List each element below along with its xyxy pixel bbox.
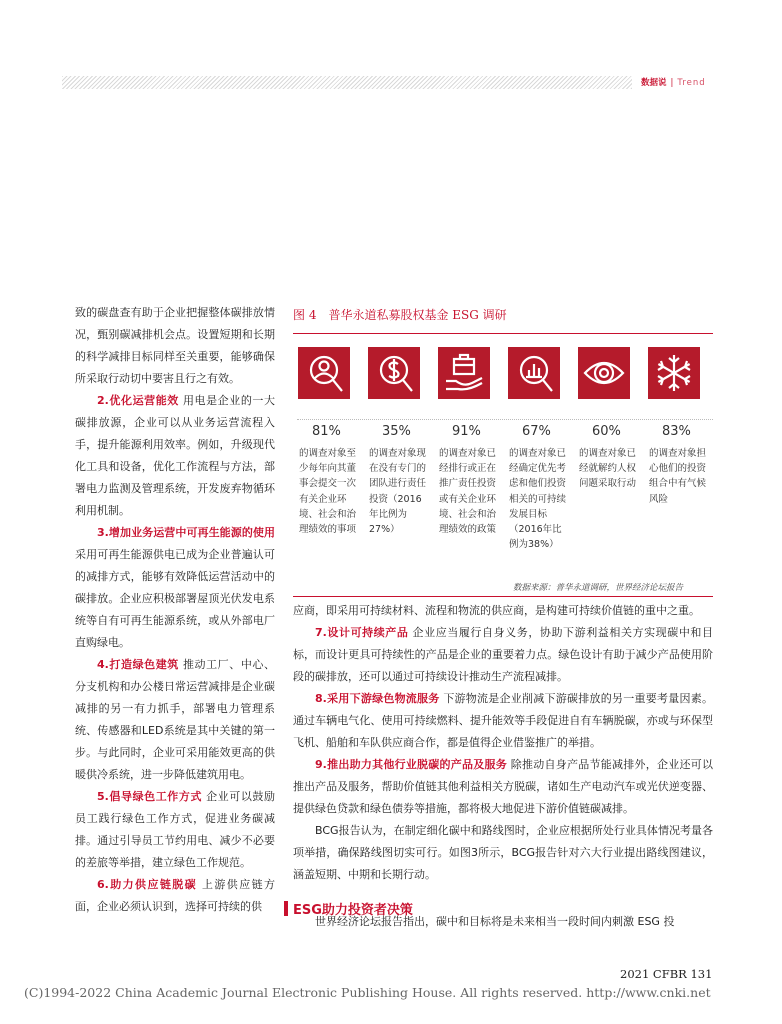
- figure-top-rule: [293, 333, 713, 334]
- item-heading: 5.倡导绿色工作方式: [97, 790, 203, 803]
- stat-percent: 91%: [452, 424, 481, 439]
- header-separator: |: [670, 78, 674, 88]
- item-heading: 2.优化运营能效: [97, 394, 179, 407]
- snowflake-icon: [648, 347, 700, 399]
- paragraph: 8.采用下游绿色物流服务 下游物流是企业削减下游碳排放的另一重要考量因素。通过车辆电气化、使用可持续燃料、提升能效等手段促进自有车辆脱碳，亦或与环保型飞机、船舶和车队供应商合作，都是值得企业借鉴推广的举措。: [293, 692, 713, 749]
- stat-description: 的调查对象已经就解约人权问题采取行动: [579, 448, 637, 490]
- paragraph: 4.打造绿色建筑 推动工厂、中心、分支机构和办公楼日常运营减排是企业碳减排的另一有力抓手，部署电力管理系统、传感器和LED系统是其中关键的第一步。与此同时，企业可采用能效更高的供暖供冷系统，进一步降低建筑用电。: [75, 658, 275, 781]
- dollar-search-icon: [368, 347, 420, 399]
- figure-title: 图 4 普华永道私募股权基金 ESG 调研: [293, 308, 507, 322]
- page-number: 2021 CFBR 131: [620, 967, 713, 981]
- item-heading: 7.设计可持续产品: [315, 626, 409, 639]
- stat-percent: 83%: [662, 424, 691, 439]
- paragraph: 9.推出助力其他行业脱碳的产品及服务 除推动自身产品节能减排外，企业还可以推出产品及服务，帮助价值链其他利益相关方脱碳，诸如生产电动汽车或光伏逆变器、提供绿色贷款和绿色债券等措施，都将极大地促进下游价值链碳减排。: [293, 758, 714, 815]
- person-search-icon: [298, 347, 350, 399]
- header-label: 数据说: [641, 78, 667, 88]
- header-pattern-band: [62, 76, 632, 89]
- briefcase-hand-icon: [438, 347, 490, 399]
- stat-description: 的调查对象已经排行或正在推广责任投资或有关企业环境、社会和治理绩效的政策: [439, 448, 497, 536]
- paragraph: 7.设计可持续产品 企业应当履行自身义务，协助下游利益相关方实现碳中和目标，而设计更具可持续性的产品是企业的重要着力点。绿色设计有助于减少产品使用阶段的碳排放，还可以通过可持续设计推动生产流程减排。: [293, 626, 713, 683]
- paragraph: 6.助力供应链脱碳 上游供应链方面，企业必须认识到，选择可持续的供: [75, 878, 276, 913]
- paragraph: 应商，即采用可持续材料、流程和物流的供应商，是构建可持续价值链的重中之重。: [293, 604, 700, 617]
- item-heading: 8.采用下游绿色物流服务: [315, 692, 440, 705]
- stat-description: 的调查对象至少每年向其董事会提交一次有关企业环境、社会和治理绩效的事项: [299, 448, 357, 536]
- stat-percent: 67%: [522, 424, 551, 439]
- figure-bottom-rule: [293, 596, 713, 597]
- paragraph: 2.优化运营能效 用电是企业的一大碳排放源，企业可以从业务运营流程入手，提升能源利用效率。例如，升级现代化工具和设备，优化工作流程与方法，部署电力监测及管理系统，开发废弃物循环利用机制。: [75, 394, 275, 517]
- section-title: ESG助力投资者决策: [293, 903, 413, 918]
- chart-search-icon: [508, 347, 560, 399]
- left-column: [75, 302, 275, 918]
- section-body: 世界经济论坛报告指出，碳中和目标将是未来相当一段时间内刺激 ESG 投: [315, 915, 675, 928]
- section-header: [641, 76, 706, 88]
- paragraph: BCG报告认为，在制定细化碳中和路线图时，企业应根据所处行业具体情况考量各项举措，确保路线图切实可行。如图3所示，BCG报告针对六大行业提出路线图建议，涵盖短期、中期和长期行动。: [293, 824, 713, 881]
- header-label-en: Trend: [677, 78, 706, 88]
- figure-divider: [297, 419, 713, 420]
- stat-percent: 81%: [312, 424, 341, 439]
- stat-percent: 60%: [592, 424, 621, 439]
- copyright-footer: (C)1994-2022 China Academic Journal Electronic Publishing House. All rights reserved. http://www.cnki.net: [24, 985, 711, 1000]
- stat-description: 的调查对象已经确定优先考虑和他们投资相关的可持续发展目标（2016年比例为38%）: [509, 448, 567, 551]
- paragraph: 3.增加业务运营中可再生能源的使用 采用可再生能源供电已成为企业普遍认可的减排方式，能够有效降低运营活动中的碳排放。企业应积极部署屋顶光伏发电系统等自有可再生能源系统，或从外部电厂直购绿电。: [75, 526, 275, 649]
- item-heading: 6.助力供应链脱碳: [97, 878, 198, 891]
- stat-description: 的调查对象担心他们的投资组合中有气候风险: [649, 448, 707, 505]
- figure-source: 数据来源：普华永道调研，世界经济论坛报告: [513, 583, 684, 593]
- stat-description: 的调查对象现在没有专门的团队进行责任投资（2016年比例为27%）: [369, 448, 427, 536]
- section-marker: [284, 901, 288, 916]
- item-heading: 3.增加业务运营中可再生能源的使用: [97, 526, 275, 539]
- paragraph: 致的碳盘查有助于企业把握整体碳排放情况，甄别碳减排机会点。设置短期和长期的科学减排目标同样至关重要，能够确保所采取行动切中要害且行之有效。: [75, 306, 275, 385]
- item-heading: 4.打造绿色建筑: [97, 658, 179, 671]
- paragraph: 5.倡导绿色工作方式 企业可以鼓励员工践行绿色工作方式，促进业务碳减排。通过引导员工节约用电、减少不必要的差旅等举措，建立绿色工作规范。: [75, 790, 275, 869]
- stat-percent: 35%: [382, 424, 411, 439]
- item-heading: 9.推出助力其他行业脱碳的产品及服务: [315, 758, 508, 771]
- right-column: [293, 600, 713, 886]
- eye-icon: [578, 347, 630, 399]
